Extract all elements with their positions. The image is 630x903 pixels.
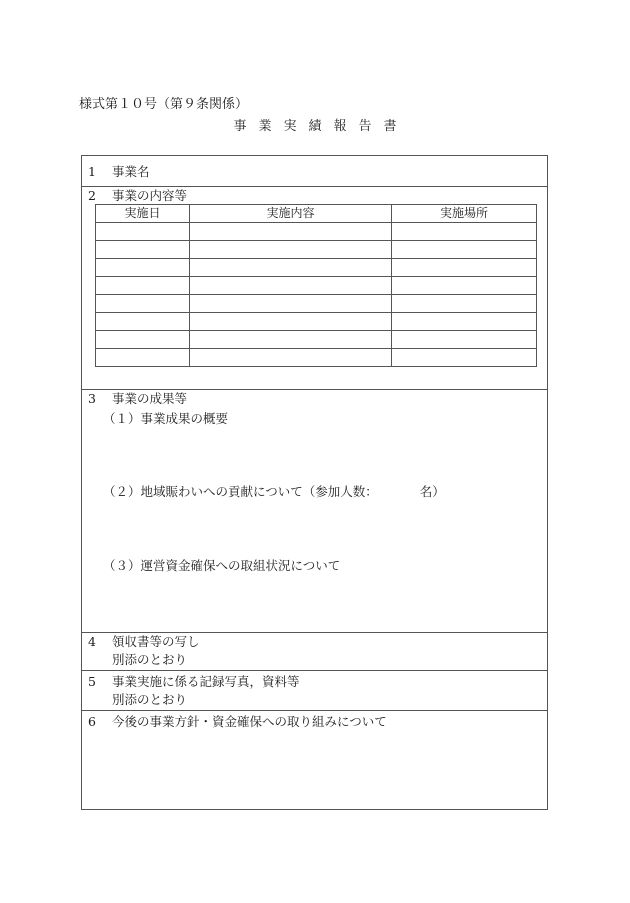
section-1-heading: [88, 164, 150, 180]
section-label: 事業の内容等: [112, 188, 188, 203]
section-6-heading: [88, 714, 387, 730]
content-cell[interactable]: [190, 313, 392, 331]
section-number: 6: [88, 714, 96, 729]
location-cell[interactable]: [392, 313, 537, 331]
section-label: 領収書等の写し: [112, 634, 200, 649]
table-row: [96, 259, 537, 277]
table-row: [96, 313, 537, 331]
content-cell[interactable]: [190, 277, 392, 295]
section-number: 1: [88, 164, 96, 179]
table-row: [96, 241, 537, 259]
content-cell[interactable]: [190, 331, 392, 349]
date-cell[interactable]: [96, 223, 190, 241]
section-5-note: 別添のとおり: [112, 692, 188, 707]
date-cell[interactable]: [96, 349, 190, 367]
date-cell[interactable]: [96, 295, 190, 313]
table-row: [96, 277, 537, 295]
date-cell[interactable]: [96, 241, 190, 259]
date-cell[interactable]: [96, 313, 190, 331]
form-number: 様式第１０号（第９条関係）: [79, 97, 249, 112]
location-cell[interactable]: [392, 223, 537, 241]
section-4-note: 別添のとおり: [112, 652, 188, 667]
regional-contribution-line: [103, 484, 445, 500]
column-header-content: 実施内容: [190, 205, 392, 223]
location-cell[interactable]: [392, 277, 537, 295]
results-overview-label: （１）事業成果の概要: [103, 411, 229, 426]
section-label: 事業名: [112, 164, 150, 179]
table-row: [96, 331, 537, 349]
date-cell[interactable]: [96, 277, 190, 295]
column-header-date: 実施日: [96, 205, 190, 223]
content-cell[interactable]: [190, 241, 392, 259]
location-cell[interactable]: [392, 259, 537, 277]
participant-count-unit: 名）: [419, 484, 445, 499]
section-label: 事業の成果等: [112, 391, 188, 406]
section-project-content: [82, 187, 547, 390]
location-cell[interactable]: [392, 241, 537, 259]
section-project-name: [82, 156, 547, 187]
section-number: 2: [88, 188, 96, 203]
date-cell[interactable]: [96, 259, 190, 277]
section-number: 3: [88, 391, 96, 406]
section-receipts: [82, 633, 547, 671]
section-5-heading: [88, 674, 300, 690]
content-cell[interactable]: [190, 223, 392, 241]
regional-contribution-label: （２）地域賑わいへの貢献について（参加人数：: [103, 484, 378, 499]
activity-table: [95, 204, 537, 367]
table-row: [96, 349, 537, 367]
section-records: [82, 671, 547, 711]
column-header-location: 実施場所: [392, 205, 537, 223]
table-header-row: [96, 205, 537, 223]
location-cell[interactable]: [392, 295, 537, 313]
content-cell[interactable]: [190, 259, 392, 277]
section-number: 4: [88, 634, 96, 649]
location-cell[interactable]: [392, 331, 537, 349]
date-cell[interactable]: [96, 331, 190, 349]
content-cell[interactable]: [190, 295, 392, 313]
section-label: 今後の事業方針・資金確保への取り組みについて: [112, 714, 387, 729]
section-2-heading: [88, 188, 187, 204]
location-cell[interactable]: [392, 349, 537, 367]
section-number: 5: [88, 674, 96, 689]
funding-efforts-label: （３）運営資金確保への取組状況について: [103, 558, 341, 573]
section-future-policy: [82, 711, 547, 809]
section-label: 事業実施に係る記録写真，資料等: [112, 674, 300, 689]
content-cell[interactable]: [190, 349, 392, 367]
table-row: [96, 223, 537, 241]
section-3-heading: [88, 391, 187, 407]
report-form: [81, 155, 548, 810]
section-project-results: [82, 390, 547, 633]
document-title: 事業実績報告書: [233, 119, 409, 134]
table-row: [96, 295, 537, 313]
section-4-heading: [88, 634, 200, 650]
